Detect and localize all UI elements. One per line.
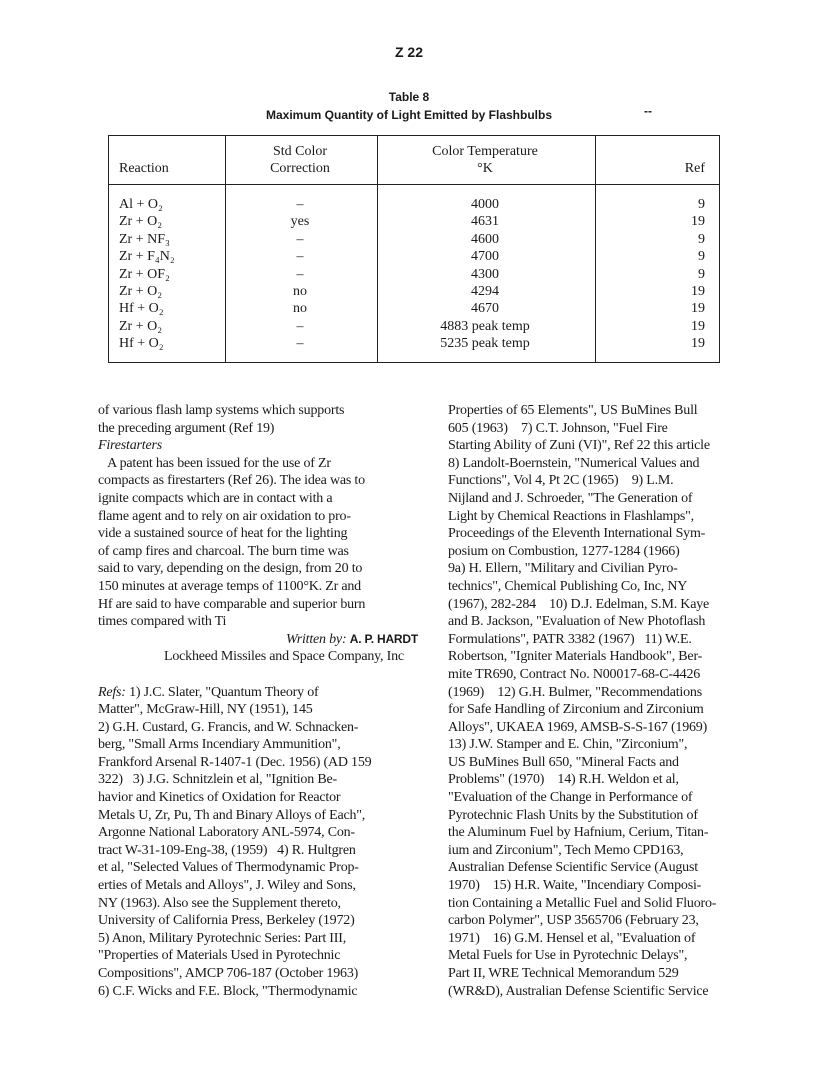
header-std-color: Std Color <box>272 144 328 159</box>
reaction-cell: Zr + F₄N₂ <box>119 249 175 265</box>
color-temp-cell: 4883 peak temp <box>440 318 530 334</box>
color-temp-cell: 4700 <box>471 249 499 265</box>
table-row <box>109 248 719 265</box>
reaction-cell: Hf + O₂ <box>119 301 164 317</box>
paragraph: of various flash lamp systems which supports the preceding argument (Ref 19) <box>98 403 345 436</box>
std-color-cell: – <box>296 197 304 212</box>
reaction-cell: Al + O₂ <box>119 197 163 212</box>
ref-cell: 9 <box>698 249 705 265</box>
ref-cell: 9 <box>698 197 705 212</box>
reaction-cell: Zr + O₂ <box>119 214 163 230</box>
ref-cell: 9 <box>698 231 705 247</box>
header-kelvin: °K <box>477 161 493 176</box>
table-title: Maximum Quantity of Light Emitted by Flashbulbs <box>265 108 552 122</box>
ref-cell: 19 <box>691 336 705 352</box>
reaction-cell: Zr + O₂ <box>119 318 163 334</box>
table-label: Table 8 <box>388 90 430 104</box>
table-row <box>109 283 719 300</box>
std-color-cell: – <box>296 266 304 282</box>
reaction-cell: Zr + O₂ <box>119 284 163 299</box>
table-row <box>109 318 719 335</box>
table-row <box>109 335 719 352</box>
ref-cell: 19 <box>691 284 705 299</box>
author-name: A. P. HARDT <box>349 631 418 646</box>
references-text: 1) J.C. Slater, "Quantum Theory of Matter", McGraw-Hill, NY (1951), 145 2) G.H. Custard, G. Francis, and W. Schnacken- berg, "Small Arms Incendiary Ammunition", Frankford Arsenal R-1407-1 (Dec. 1956) (AD 159 322) 3) J.G. Schnitzlein et al, "Ignition Be- havior and Kinetics of Oxidation for Reactor Metals U, Zr, Pu, Th and Binary Alloys of Each", Argonne National Laboratory ANL-5974, Con- tract W-31-109-Eng-38, (1959) 4) R. Hultgren et al, "Selected Values of Thermodynamic Prop- erties of Metals and Alloys", J. Wiley and Sons, NY (1963). Also see the Supplement thereto, University of California Press, Berkeley (1972) 5) Anon, Military Pyrotechnic Series: Part III, "Properties of Materials Used in Pyrotechnic Compositions", AMCP 706-187 (October 1963) 6) C.F. Wicks and F.E. Block, "Thermodynamic <box>98 684 372 999</box>
page-number: Z 22 <box>394 44 423 60</box>
color-temp-cell: 4294 <box>471 284 499 299</box>
std-color-cell: – <box>296 318 304 334</box>
left-column <box>98 402 428 1000</box>
header-correction: Correction <box>270 161 330 176</box>
color-temp-cell: 4600 <box>471 231 499 247</box>
affiliation: Lockheed Missiles and Space Company, Inc <box>164 649 404 665</box>
header-color-temp: Color Temperature <box>432 144 538 159</box>
ref-cell: 19 <box>691 318 705 334</box>
reaction-cell: Hf + O₂ <box>119 336 164 352</box>
table-row <box>109 231 719 248</box>
refs-label: Refs: <box>98 684 126 700</box>
std-color-cell: – <box>296 231 304 247</box>
table-row <box>109 196 719 213</box>
references-continued: Properties of 65 Elements", US BuMines Bull 605 (1963) 7) C.T. Johnson, "Fuel Fire Starting Ability of Zuni (VI)", Ref 22 this article 8) Landolt-Boernstein, "Numerical Values and Functions", Vol 4, Pt 2C (1965) 9) L.M. Nijland and J. Schroeder, "The Generation of Light by Chemical Reactions in Flashlamps", Proceedings of the Eleventh International Sym- posium on Combustion, 1277-1284 (1966) 9a) H. Ellern, "Military and Civilian Pyro- technics", Chemical Publishing Co, Inc, NY (1967), 282-284 10) D.J. Edelman, S.M. Kaye and B. Jackson, "Evaluation of New Photoflash Formulations", PATR 3382 (1967) 11) W.E. Robertson, "Igniter Materials Handbook", Ber- mite TR690, Contract No. N00017-68-C-4426 (1969) 12) G.H. Bulmer, "Recommendations for Safe Handling of Zirconium and Zirconium Alloys", UKAEA 1969, AMSB-S-S-167 (1969) 13) J.W. Stamper and E. Chin, "Zirconium", US BuMines Bull 650, "Mineral Facts and Problems" (1970) 14) R.H. Weldon et al, "Evaluation of the Change in Performance of Pyrotechnic Flash Units by the Substitution of the Aluminum Fuel by Hafnium, Cerium, Titan- ium and Zirconium", Tech Memo CPD163, Australian Defense Scientific Service (August 1970) 15) H.R. Waite, "Incendiary Composi- tion Containing a Metallic Fuel and Solid Fluoro- carbon Polymer", USP 3565706 (February 23, 1971) 16) G.M. Hensel et al, "Evaluation of Metal Fuels for Use in Pyrotechnic Delays", Part II, WRE Technical Memorandum 529 (WR&D), Australian Defense Scientific Service <box>448 403 717 999</box>
std-color-cell: no <box>293 301 307 317</box>
color-temp-cell: 4631 <box>471 214 499 230</box>
color-temp-cell: 4300 <box>471 266 499 282</box>
reaction-cell: Zr + OF₂ <box>119 266 170 282</box>
header-reaction: Reaction <box>119 161 169 176</box>
flashbulb-table <box>108 135 720 363</box>
written-by-label: Written by: <box>286 631 347 647</box>
ref-cell: 19 <box>691 301 705 317</box>
table-row <box>109 300 719 317</box>
std-color-cell: – <box>296 249 304 265</box>
right-column <box>448 402 778 1000</box>
header-divider <box>109 184 719 185</box>
table-row <box>109 213 719 230</box>
std-color-cell: yes <box>290 214 310 230</box>
color-temp-cell: 5235 peak temp <box>440 336 530 352</box>
color-temp-cell: 4670 <box>471 301 499 317</box>
ref-cell: 19 <box>691 214 705 230</box>
header-ref: Ref <box>684 161 705 176</box>
stray-mark: -- <box>644 104 652 118</box>
subheading-firestarters: Firestarters <box>98 438 162 454</box>
reaction-cell: Zr + NF₃ <box>119 231 170 247</box>
ref-cell: 9 <box>698 266 705 282</box>
paragraph: A patent has been issued for the use of Zr compacts as firestarters (Ref 26). The idea was to ignite compacts which are in contact with a flame agent and to rely on air oxidation to pro- vide a sustained source of heat for the lighting of camp fires and charcoal. The burn time was said to vary, depending on the design, from 20 to 150 minutes at average temps of 1100°K. Zr and Hf are said to have comparable and superior burn times compared with Ti <box>98 455 366 630</box>
color-temp-cell: 4000 <box>471 197 499 212</box>
std-color-cell: no <box>293 284 307 299</box>
table-row <box>109 266 719 283</box>
std-color-cell: – <box>296 336 304 352</box>
author-line <box>98 631 418 649</box>
